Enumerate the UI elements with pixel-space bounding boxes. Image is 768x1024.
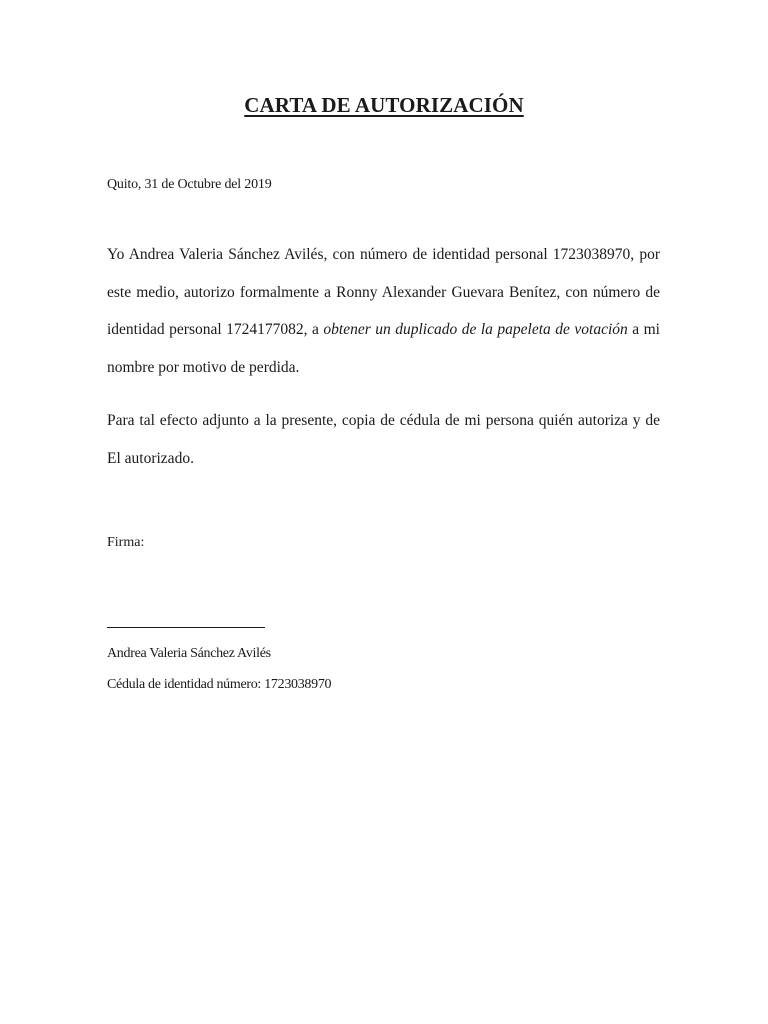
paragraph-text-before: Yo Andrea Valeria Sánchez Avilés, con número de identidad personal 1723038970, por este medio, autorizo formalmente a Ronny Alexander Guevara Benítez, con número de identidad personal 1724177082, a [107, 246, 660, 338]
date-line: Quito, 31 de Octubre del 2019 [107, 177, 272, 192]
paragraph-italic-purpose: obtener un duplicado de la papeleta de votación [323, 321, 628, 338]
authorization-paragraph [107, 236, 660, 386]
attachment-paragraph: Para tal efecto adjunto a la presente, copia de cédula de mi persona quién autoriza y de El autorizado. [107, 412, 660, 467]
paragraph-text-after: a mi nombre por motivo de perdida. [107, 321, 660, 376]
document-title: CARTA DE AUTORIZACIÓN [244, 93, 524, 117]
signer-id: Cédula de identidad número: 1723038970 [107, 677, 332, 692]
signature-label: Firma: [107, 535, 145, 550]
signer-name: Andrea Valeria Sánchez Avilés [107, 646, 271, 661]
signature-line [107, 627, 265, 628]
